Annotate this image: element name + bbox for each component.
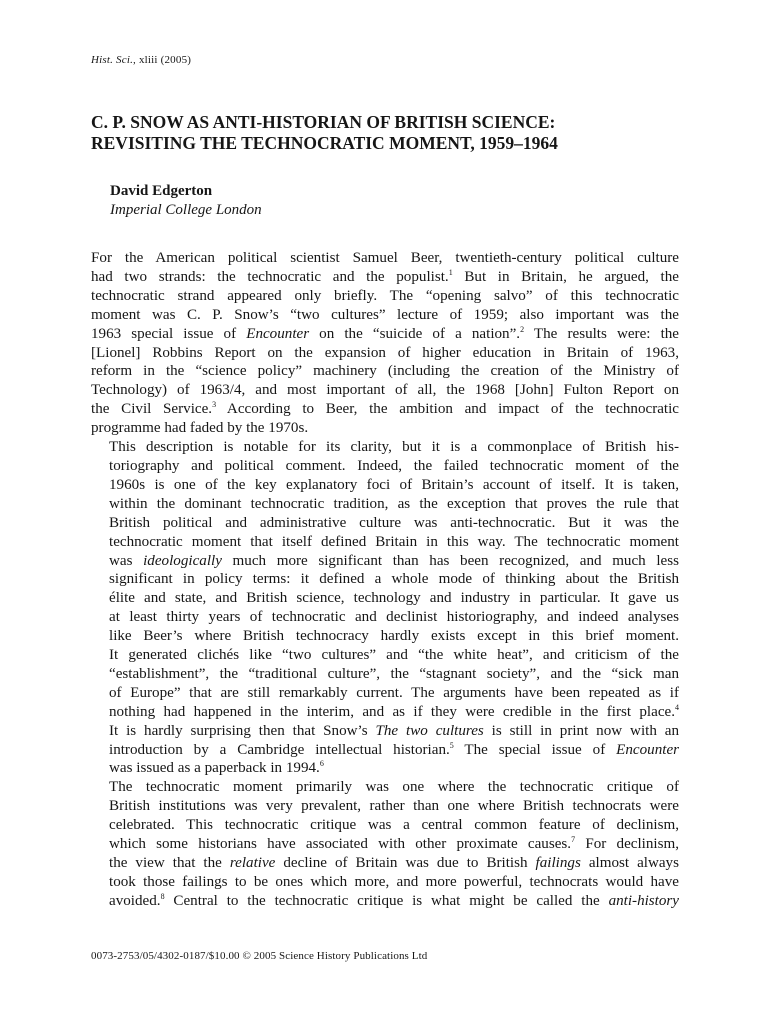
copyright-footer: 0073-2753/05/4302-0187/$10.00 © 2005 Science History Publications Ltd [91,950,428,962]
journal-abbreviation: Hist. Sci., [91,54,136,66]
author-block [110,182,262,220]
journal-volume: xliii (2005) [138,54,192,66]
body-paragraph-2: This description is notable for its clarity, but it is a commonplace of British his- toriography and political comment. Indeed, the failed technocratic moment of the 1960s is one of the key explanatory foci of Britain’s account of itself. It is taken, within the dominant technocratic tradition, as the exception that proves the rule that British political and administrative culture was anti-technocratic. But it was the technocratic moment that itself defined Britain in this way. The technocratic moment was ideologically much more significant than has been recognized, and much less significant in policy terms: it defined a whole mode of thinking about the British élite and state, and British science, technology and industry in particular. It gave us at least thirty years of technocratic and declinist historiography, and indeed analyses like Beer’s where British technocracy hardly exists except in this brief moment. It generated clichés like “two cultures” and “the white heat”, and criticism of the “establishment”, the “traditional culture”, the “stagnant society”, and the “sick man of Europe” that are still remarkably current. The arguments have been repeated as if nothing had happened in the interim, and as if they were credible in the first place.$^4$ It is hardly surprising then that Snow’s The two cultures is still in print now with an introduction by a Cambridge intellectual historian.$^5$ The special issue of Encounter was issued as a paperback in 1994.$^6$ [109,439,680,777]
author-affiliation: Imperial College London [110,202,262,218]
article-body [91,249,679,911]
article-title [91,112,691,154]
title-line-2: REVISITING THE TECHNOCRATIC MOMENT, 1959–1964 [91,133,558,153]
body-paragraph-3: The technocratic moment primarily was one where the technocratic critique of British institutions was very prevalent, rather than one where British technocrats were celebrated. This technocratic critique was a central common feature of declinism, which some historians have associated with other proximate causes.$^7$ For declinism, the view that the relative decline of Britain was due to British failings almost always took those failings to be ones which more, and more powerful, technocrats would have avoided.$^8$ Central to the technocratic critique is what might be called the anti-history [109,779,680,909]
body-paragraph-1: For the American political scientist Samuel Beer, twentieth-century political culture had two strands: the technocratic and the populist.$^1$ But in Britain, he argued, the technocratic strand appeared only briefly. The “opening salvo” of this technocratic moment was C. P. Snow’s “two cultures” lecture of 1959; also important was the 1963 special issue of Encounter on the “suicide of a nation”.$^2$ The results were: the [Lionel] Robbins Report on the expansion of higher education in Britain of 1963, reform in the “science policy” machinery (including the creation of the Ministry of Technology) of 1963/4, and most important of all, the 1968 [John] Fulton Report on the Civil Service.$^3$ According to Beer, the ambition and impact of the technocratic programme had faded by the 1970s. [91,250,680,437]
title-line-1: C. P. SNOW AS ANTI-HISTORIAN OF BRITISH SCIENCE: [91,112,556,132]
running-head [91,54,191,66]
author-name: David Edgerton [110,183,213,199]
